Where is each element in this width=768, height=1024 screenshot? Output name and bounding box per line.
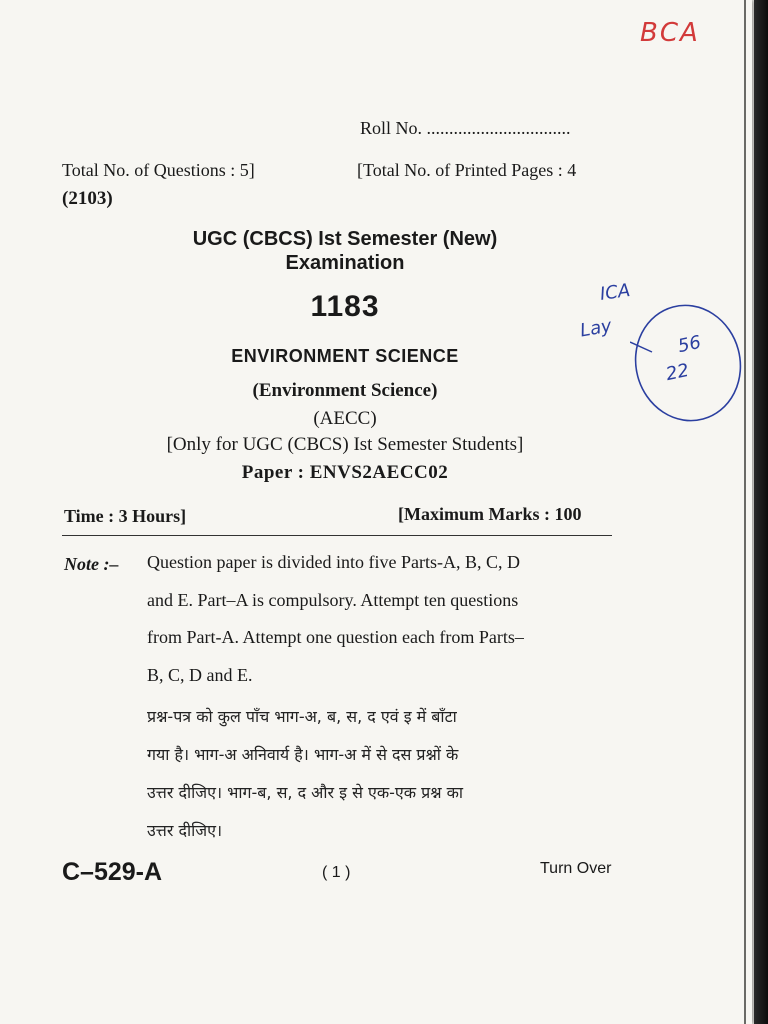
form-code: C–529-A (62, 858, 163, 886)
note-english-line-1: Question paper is divided into five Parts-A, B, C, D (147, 552, 520, 572)
total-questions: Total No. of Questions : 5] (62, 160, 255, 180)
printed-pages: [Total No. of Printed Pages : 4 (357, 160, 577, 180)
exam-title-line-2: Examination (285, 252, 405, 274)
subject-subtitle: (Environment Science) (252, 380, 438, 401)
corner-tag-handwritten: BCA (640, 18, 700, 48)
margin-note-2: Lay (578, 315, 614, 342)
circled-number-bottom: 22 (664, 359, 691, 386)
paper-code: Paper : ENVS2AECC02 (241, 462, 449, 483)
note-label: Note :– (64, 554, 119, 574)
paper-fold-line (744, 0, 746, 1024)
exam-code: (2103) (62, 188, 113, 209)
circled-number-top: 56 (676, 331, 703, 358)
note-english-line-3: from Part-A. Attempt one question each from Parts– (147, 627, 524, 647)
background-edge (754, 0, 768, 1024)
maximum-marks: [Maximum Marks : 100 (398, 504, 582, 524)
note-hindi-line-2: गया है। भाग-अ अनिवार्य है। भाग-अ में से दस प्रश्नों के (147, 745, 459, 764)
turn-over-label: Turn Over (540, 860, 612, 877)
paper-number: 1183 (310, 290, 380, 323)
page-number: ( 1 ) (322, 864, 351, 881)
eligibility-note: [Only for UGC (CBCS) Ist Semester Students] (166, 434, 524, 455)
course-category: (AECC) (313, 408, 377, 429)
roll-number-line: Roll No. ................................ (360, 118, 571, 138)
note-english-line-2: and E. Part–A is compulsory. Attempt ten questions (147, 590, 519, 610)
margin-note-1: ICA (598, 280, 632, 305)
note-hindi-line-4: उत्तर दीजिए। (147, 821, 223, 840)
note-hindi-line-1: प्रश्न-पत्र को कुल पाँच भाग-अ, ब, स, द एवं इ में बाँटा (147, 707, 457, 726)
exam-title-line-1: UGC (CBCS) Ist Semester (New) (192, 228, 498, 250)
separator-line (62, 535, 612, 536)
subject-name: ENVIRONMENT SCIENCE (231, 346, 459, 366)
note-hindi-line-3: उत्तर दीजिए। भाग-ब, स, द और इ से एक-एक प्रश्न का (147, 783, 464, 802)
note-english-line-4: B, C, D and E. (147, 665, 253, 685)
exam-duration: Time : 3 Hours] (64, 506, 187, 526)
